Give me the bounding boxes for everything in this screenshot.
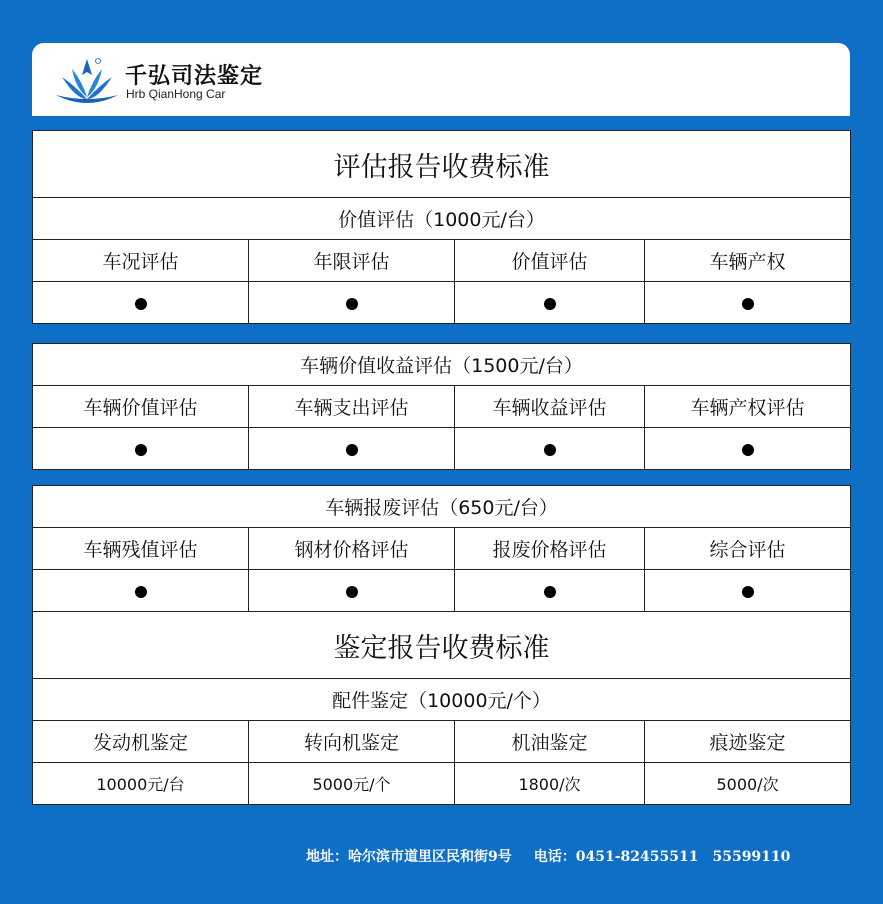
included-mark xyxy=(455,428,645,470)
column-header: 车辆产权 xyxy=(645,240,851,282)
brand-subtitle: Hrb QianHong Car xyxy=(126,87,226,101)
column-header: 车辆产权评估 xyxy=(645,386,851,428)
column-header: 车况评估 xyxy=(33,240,249,282)
included-mark xyxy=(33,570,249,612)
column-header: 车辆价值评估 xyxy=(33,386,249,428)
bullet-icon xyxy=(346,444,358,456)
bullet-icon xyxy=(544,298,556,310)
included-mark xyxy=(645,570,851,612)
value-evaluation-table xyxy=(32,130,851,324)
bullet-icon xyxy=(135,444,147,456)
column-header: 钢材价格评估 xyxy=(249,528,455,570)
section-heading: 车辆价值收益评估（1500元/台） xyxy=(33,344,851,386)
appraisal-title: 鉴定报告收费标准 xyxy=(33,612,851,679)
column-header: 车辆支出评估 xyxy=(249,386,455,428)
lotus-star-logo-icon xyxy=(54,55,120,105)
included-mark xyxy=(249,570,455,612)
included-mark xyxy=(645,282,851,324)
price-cell: 1800/次 xyxy=(455,763,645,805)
included-mark xyxy=(455,570,645,612)
phone-text: 电话：0451-82455511 xyxy=(533,849,699,865)
included-mark xyxy=(33,282,249,324)
price-cell: 10000元/台 xyxy=(33,763,249,805)
included-mark xyxy=(455,282,645,324)
bullet-icon xyxy=(135,298,147,310)
evaluation-title: 评估报告收费标准 xyxy=(33,131,851,198)
price-cell: 5000元/个 xyxy=(249,763,455,805)
column-header: 车辆残值评估 xyxy=(33,528,249,570)
bullet-icon xyxy=(544,586,556,598)
phone-secondary: 55599110 xyxy=(712,849,791,865)
contact-footer xyxy=(306,846,790,866)
header-panel xyxy=(32,43,850,116)
included-mark xyxy=(33,428,249,470)
column-header: 报废价格评估 xyxy=(455,528,645,570)
bullet-icon xyxy=(544,444,556,456)
section-heading: 车辆报废评估（650元/台） xyxy=(33,486,851,528)
bullet-icon xyxy=(346,298,358,310)
column-header: 痕迹鉴定 xyxy=(645,721,851,763)
bullet-icon xyxy=(742,298,754,310)
included-mark xyxy=(645,428,851,470)
section-heading: 配件鉴定（10000元/个） xyxy=(33,679,851,721)
bullet-icon xyxy=(346,586,358,598)
included-mark xyxy=(249,282,455,324)
column-header: 转向机鉴定 xyxy=(249,721,455,763)
scrap-and-appraisal-table xyxy=(32,485,851,805)
column-header: 价值评估 xyxy=(455,240,645,282)
address-text: 地址：哈尔滨市道里区民和街9号 xyxy=(306,849,512,865)
column-header: 车辆收益评估 xyxy=(455,386,645,428)
value-income-evaluation-table xyxy=(32,343,851,470)
price-cell: 5000/次 xyxy=(645,763,851,805)
brand-name: 千弘司法鉴定 xyxy=(125,64,264,89)
column-header: 发动机鉴定 xyxy=(33,721,249,763)
column-header: 机油鉴定 xyxy=(455,721,645,763)
bullet-icon xyxy=(742,444,754,456)
bullet-icon xyxy=(135,586,147,598)
column-header: 综合评估 xyxy=(645,528,851,570)
included-mark xyxy=(249,428,455,470)
section-heading: 价值评估（1000元/台） xyxy=(33,198,851,240)
bullet-icon xyxy=(742,586,754,598)
column-header: 年限评估 xyxy=(249,240,455,282)
